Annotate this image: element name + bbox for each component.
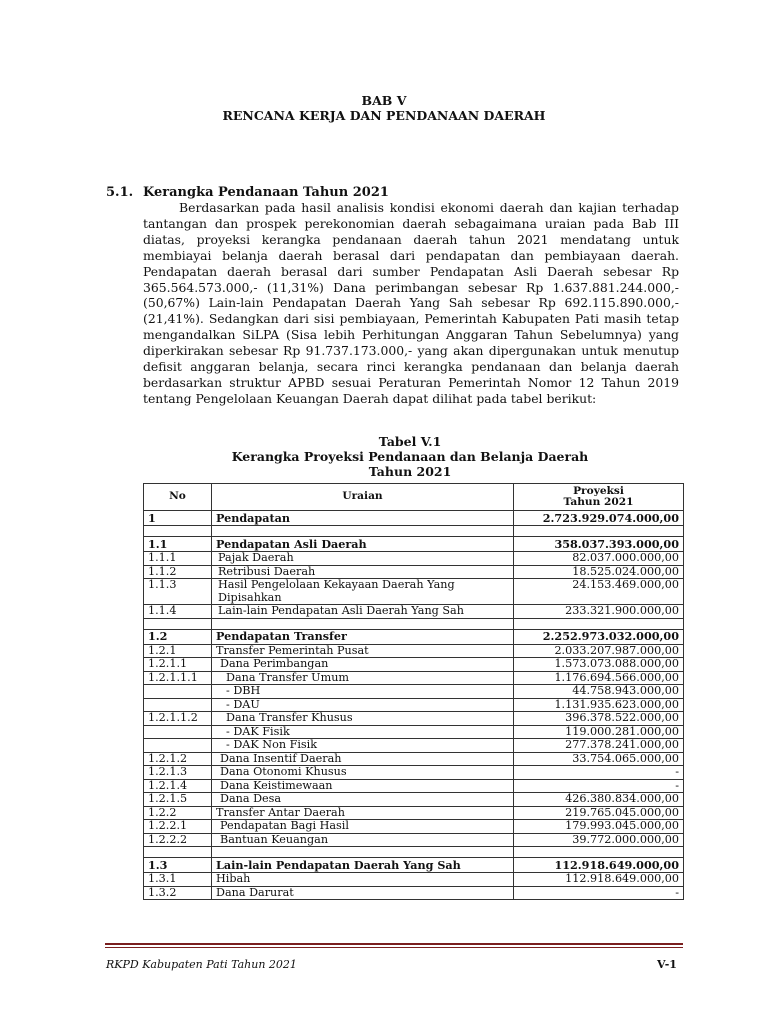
cell-no: 1.1.2 xyxy=(144,565,212,579)
table-header-row xyxy=(144,484,684,511)
spacer-cell xyxy=(212,526,514,537)
header-proyeksi-line1: Proyeksi xyxy=(573,484,624,497)
cell-uraian: Dana Insentif Daerah xyxy=(212,752,514,766)
cell-uraian: Transfer Pemerintah Pusat xyxy=(212,644,514,658)
cell-uraian: Dana Transfer Umum xyxy=(212,671,514,685)
spacer-cell xyxy=(144,618,212,629)
cell-value: 82.037.000.000,00 xyxy=(514,552,684,566)
cell-value: 112.918.649.000,00 xyxy=(514,858,684,873)
cell-value: - xyxy=(514,766,684,780)
cell-uraian: - DAK Non Fisik xyxy=(212,739,514,753)
section-title: Kerangka Pendanaan Tahun 2021 xyxy=(143,185,389,200)
spacer-row xyxy=(144,618,684,629)
cell-uraian: Lain-lain Pendapatan Daerah Yang Sah xyxy=(212,858,514,873)
cell-value: 18.525.024.000,00 xyxy=(514,565,684,579)
table-row xyxy=(144,552,684,566)
cell-value: - xyxy=(514,886,684,900)
table-row xyxy=(144,629,684,644)
cell-no: 1.2.1 xyxy=(144,644,212,658)
cell-uraian: Bantuan Keuangan xyxy=(212,833,514,847)
cell-uraian: Lain-lain Pendapatan Asli Daerah Yang Sah xyxy=(212,605,514,619)
footer-rule-thin xyxy=(105,947,683,948)
header-no: No xyxy=(144,484,212,511)
cell-value: 219.765.045.000,00 xyxy=(514,806,684,820)
section-number: 5.1. xyxy=(106,185,134,200)
table-row xyxy=(144,766,684,780)
cell-value: 426.380.834.000,00 xyxy=(514,793,684,807)
spacer-cell xyxy=(144,526,212,537)
table-row xyxy=(144,886,684,900)
cell-no: 1.3.1 xyxy=(144,873,212,887)
table-row xyxy=(144,873,684,887)
cell-no xyxy=(144,739,212,753)
cell-no: 1.2.1.1 xyxy=(144,658,212,672)
cell-uraian: Hasil Pengelolaan Kekayaan Daerah Yang Dipisahkan xyxy=(212,579,514,605)
table-row xyxy=(144,685,684,699)
table-title: Kerangka Proyeksi Pendanaan dan Belanja Daerah xyxy=(231,449,589,464)
cell-value: 1.176.694.566.000,00 xyxy=(514,671,684,685)
cell-uraian: Pajak Daerah xyxy=(212,552,514,566)
cell-value: 24.153.469.000,00 xyxy=(514,579,684,605)
header-proyeksi xyxy=(514,484,684,511)
cell-no: 1.2.2 xyxy=(144,806,212,820)
table-row xyxy=(144,806,684,820)
cell-no: 1.3.2 xyxy=(144,886,212,900)
cell-no: 1.3 xyxy=(144,858,212,873)
table-row xyxy=(144,579,684,605)
spacer-cell xyxy=(212,618,514,629)
spacer-cell xyxy=(212,847,514,858)
spacer-cell xyxy=(514,618,684,629)
header-uraian: Uraian xyxy=(212,484,514,511)
cell-uraian: Dana Otonomi Khusus xyxy=(212,766,514,780)
spacer-cell xyxy=(144,847,212,858)
cell-value: 2.033.207.987.000,00 xyxy=(514,644,684,658)
cell-value: 1.573.073.088.000,00 xyxy=(514,658,684,672)
table-row xyxy=(144,605,684,619)
table-row xyxy=(144,644,684,658)
table-row xyxy=(144,725,684,739)
spacer-cell xyxy=(514,847,684,858)
cell-no xyxy=(144,685,212,699)
cell-no xyxy=(144,698,212,712)
cell-no: 1.1 xyxy=(144,537,212,552)
table-row xyxy=(144,537,684,552)
table-row xyxy=(144,820,684,834)
cell-uraian: Dana Transfer Khusus xyxy=(212,712,514,726)
cell-value: 179.993.045.000,00 xyxy=(514,820,684,834)
cell-uraian: Pendapatan Asli Daerah xyxy=(212,537,514,552)
cell-no: 1.2.1.5 xyxy=(144,793,212,807)
table-row xyxy=(144,752,684,766)
cell-uraian: - DAU xyxy=(212,698,514,712)
cell-uraian: Dana Desa xyxy=(212,793,514,807)
cell-value: 2.723.929.074.000,00 xyxy=(514,511,684,526)
footer-rule-thick xyxy=(105,943,683,945)
spacer-cell xyxy=(514,526,684,537)
cell-uraian: - DAK Fisik xyxy=(212,725,514,739)
table-row xyxy=(144,511,684,526)
table-row xyxy=(144,698,684,712)
cell-value: 44.758.943.000,00 xyxy=(514,685,684,699)
table-row xyxy=(144,712,684,726)
table-row xyxy=(144,833,684,847)
table-label: Tabel V.1 xyxy=(378,434,442,449)
cell-value: 33.754.065.000,00 xyxy=(514,752,684,766)
cell-uraian: Transfer Antar Daerah xyxy=(212,806,514,820)
cell-value: - xyxy=(514,779,684,793)
cell-value: 1.131.935.623.000,00 xyxy=(514,698,684,712)
cell-no: 1.2.1.4 xyxy=(144,779,212,793)
table-row xyxy=(144,779,684,793)
chapter-title: RENCANA KERJA DAN PENDANAAN DAERAH xyxy=(222,108,546,123)
spacer-row xyxy=(144,847,684,858)
cell-value: 119.000.281.000,00 xyxy=(514,725,684,739)
cell-no: 1.1.4 xyxy=(144,605,212,619)
table-row xyxy=(144,565,684,579)
cell-uraian: Hibah xyxy=(212,873,514,887)
cell-uraian: Dana Darurat xyxy=(212,886,514,900)
cell-value: 2.252.973.032.000,00 xyxy=(514,629,684,644)
table-row xyxy=(144,671,684,685)
cell-no: 1.2.1.1.2 xyxy=(144,712,212,726)
cell-no xyxy=(144,725,212,739)
cell-no: 1.2.1.2 xyxy=(144,752,212,766)
cell-no: 1.1.1 xyxy=(144,552,212,566)
cell-value: 112.918.649.000,00 xyxy=(514,873,684,887)
cell-no: 1.2.2.2 xyxy=(144,833,212,847)
table-row xyxy=(144,658,684,672)
cell-uraian: Pendapatan Transfer xyxy=(212,629,514,644)
budget-table xyxy=(143,483,684,900)
table-row xyxy=(144,793,684,807)
cell-uraian: Pendapatan Bagi Hasil xyxy=(212,820,514,834)
chapter-label: BAB V xyxy=(361,93,407,108)
cell-uraian: - DBH xyxy=(212,685,514,699)
cell-no: 1 xyxy=(144,511,212,526)
cell-no: 1.2 xyxy=(144,629,212,644)
table-row xyxy=(144,739,684,753)
footer-page-number: V-1 xyxy=(657,958,677,971)
cell-no: 1.2.2.1 xyxy=(144,820,212,834)
cell-uraian: Retribusi Daerah xyxy=(212,565,514,579)
spacer-row xyxy=(144,526,684,537)
cell-value: 39.772.000.000,00 xyxy=(514,833,684,847)
table-body xyxy=(144,511,684,900)
header-proyeksi-line2: Tahun 2021 xyxy=(563,496,634,508)
cell-value: 358.037.393.000,00 xyxy=(514,537,684,552)
table-row xyxy=(144,858,684,873)
footer-document-title: RKPD Kabupaten Pati Tahun 2021 xyxy=(106,958,297,971)
cell-no: 1.1.3 xyxy=(144,579,212,605)
cell-uraian: Dana Perimbangan xyxy=(212,658,514,672)
cell-uraian: Pendapatan xyxy=(212,511,514,526)
cell-no: 1.2.1.1.1 xyxy=(144,671,212,685)
cell-no: 1.2.1.3 xyxy=(144,766,212,780)
cell-value: 277.378.241.000,00 xyxy=(514,739,684,753)
cell-value: 396.378.522.000,00 xyxy=(514,712,684,726)
cell-value: 233.321.900.000,00 xyxy=(514,605,684,619)
cell-uraian: Dana Keistimewaan xyxy=(212,779,514,793)
table-year: Tahun 2021 xyxy=(368,464,452,479)
section-paragraph: Berdasarkan pada hasil analisis kondisi ekonomi daerah dan kajian terhadap tantangan dan prospek perekonomian daerah sebagaimana uraian pada Bab III diatas, proyeksi kerangka pendanaan daerah tahun 2021 mendatang untuk membiayai belanja daerah berasal dari pendapatan dan pembiayaan daerah. Pendapatan daerah berasal dari sumber Pendapatan Asli Daerah sebesar Rp 365.564.573.000,- (11,31%) Dana perimbangan sebesar Rp 1.637.881.244.000,- (50,67%) Lain-lain Pendapatan Daerah Yang Sah sebesar Rp 692.115.890.000,- (21,41%). Sedangkan dari sisi pembiayaan, Pemerintah Kabupaten Pati masih tetap mengandalkan SiLPA (Sisa lebih Perhitungan Anggaran Tahun Sebelumnya) yang diperkirakan sebesar Rp 91.737.173.000,- yang akan dipergunakan untuk menutup defisit anggaran belanja, secara rinci kerangka pendanaan dan belanja daerah berdasarkan struktur APBD sesuai Peraturan Pemerintah Nomor 12 Tahun 2019 tentang Pengelolaan Keuangan Daerah dapat dilihat pada tabel berikut: xyxy=(143,200,679,406)
